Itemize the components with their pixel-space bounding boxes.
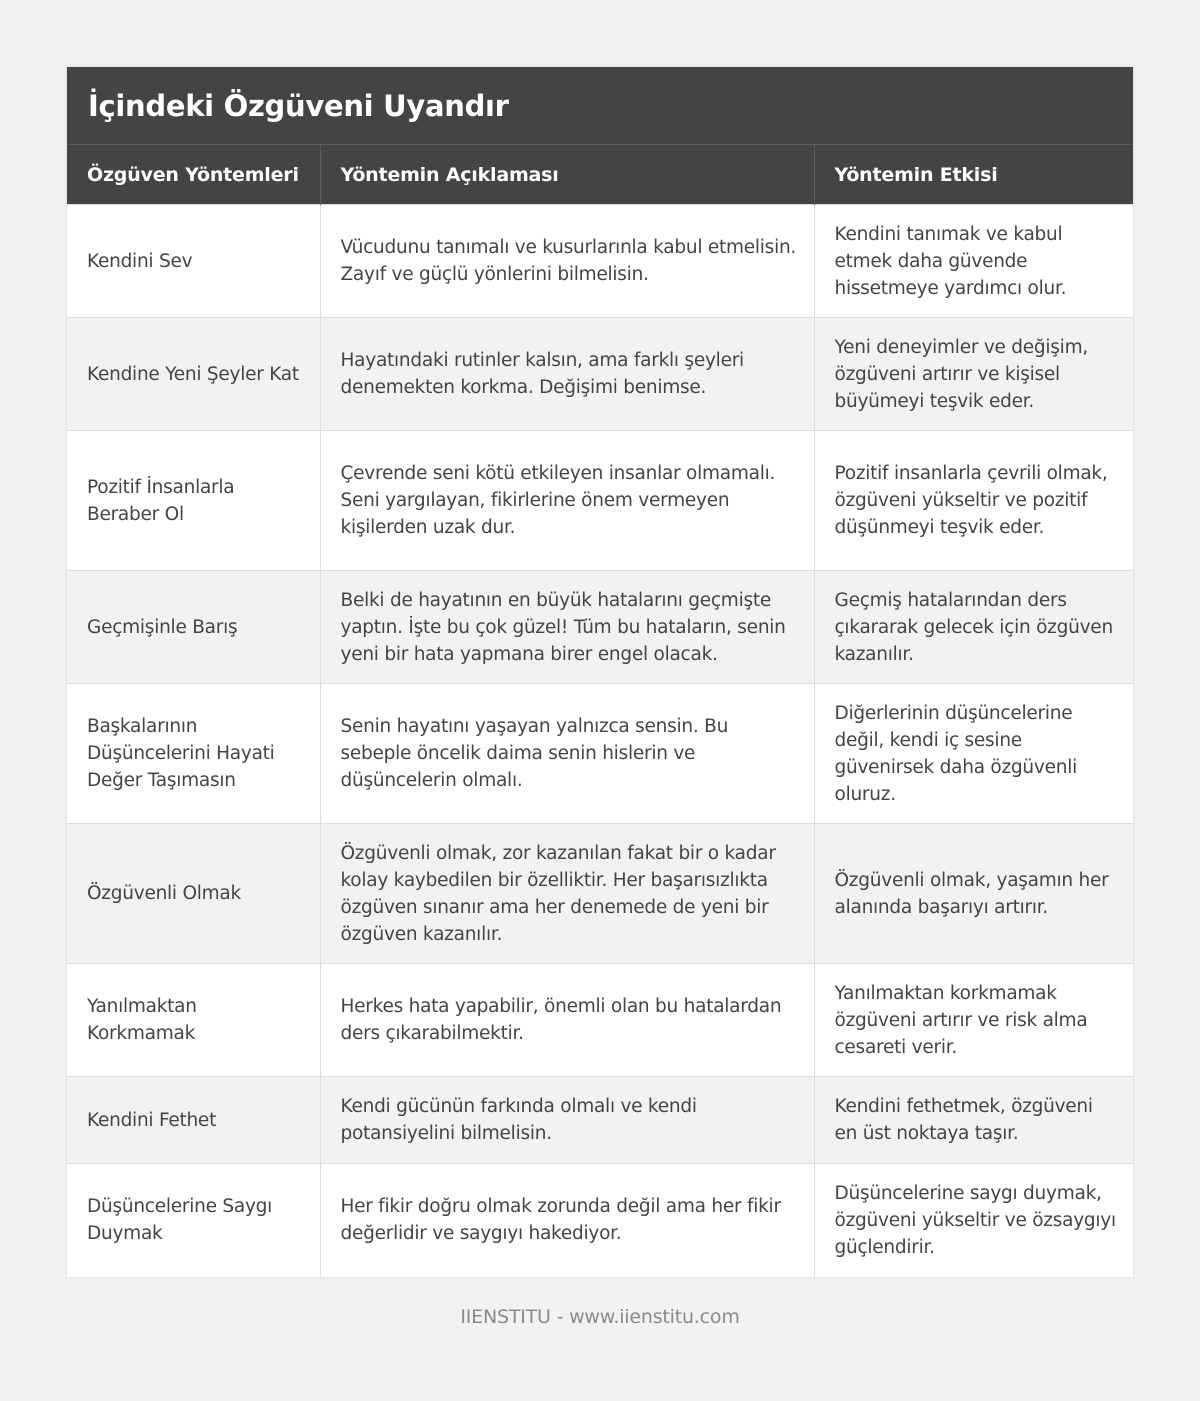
effect-cell: Yeni deneyimler ve değişim, özgüveni artırır ve kişisel büyümeyi teşvik eder. <box>814 318 1133 431</box>
table-row <box>67 964 1133 1077</box>
description-cell: Çevrende seni kötü etkileyen insanlar olmamalı. Seni yargılayan, fikirlerine önem vermeyen kişilerden uzak dur. <box>320 431 814 571</box>
table-row <box>67 824 1133 964</box>
description-cell: Vücudunu tanımalı ve kusurlarınla kabul etmelisin. Zayıf ve güçlü yönlerini bilmelisin. <box>320 205 814 318</box>
table-header-row <box>67 145 1133 205</box>
header-effect: Yöntemin Etkisi <box>814 145 1133 205</box>
description-cell: Herkes hata yapabilir, önemli olan bu hatalardan ders çıkarabilmektir. <box>320 964 814 1077</box>
table-row <box>67 1077 1133 1164</box>
table-title: İçindeki Özgüveni Uyandır <box>67 67 1133 144</box>
effect-cell: Yanılmaktan korkmamak özgüveni artırır ve risk alma cesareti verir. <box>814 964 1133 1077</box>
description-cell: Senin hayatını yaşayan yalnızca sensin. Bu sebeple öncelik daima senin hislerin ve düşüncelerin olmalı. <box>320 684 814 824</box>
footer-credit: IIENSTITU - www.iienstitu.com <box>460 1306 740 1328</box>
effect-cell: Düşüncelerine saygı duymak, özgüveni yükseltir ve özsaygıyı güçlendirir. <box>814 1164 1133 1277</box>
table-row <box>67 318 1133 431</box>
table-row <box>67 431 1133 571</box>
method-cell: Geçmişinle Barış <box>67 571 320 684</box>
effect-cell: Özgüvenli olmak, yaşamın her alanında başarıyı artırır. <box>814 824 1133 964</box>
effect-cell: Pozitif insanlarla çevrili olmak, özgüveni yükseltir ve pozitif düşünmeyi teşvik eder. <box>814 431 1133 571</box>
methods-table <box>67 144 1133 1277</box>
effect-cell: Diğerlerinin düşüncelerine değil, kendi iç sesine güvenirsek daha özgüvenli oluruz. <box>814 684 1133 824</box>
effect-cell: Kendini tanımak ve kabul etmek daha güvende hissetmeye yardımcı olur. <box>814 205 1133 318</box>
effect-cell: Geçmiş hatalarından ders çıkararak gelecek için özgüven kazanılır. <box>814 571 1133 684</box>
description-cell: Belki de hayatının en büyük hatalarını geçmişte yaptın. İşte bu çok güzel! Tüm bu hataların, senin yeni bir hata yapmana birer engel olacak. <box>320 571 814 684</box>
table-row <box>67 684 1133 824</box>
method-cell: Kendini Fethet <box>67 1077 320 1164</box>
description-cell: Her fikir doğru olmak zorunda değil ama her fikir değerlidir ve saygıyı hakediyor. <box>320 1164 814 1277</box>
effect-cell: Kendini fethetmek, özgüveni en üst noktaya taşır. <box>814 1077 1133 1164</box>
description-cell: Hayatındaki rutinler kalsın, ama farklı şeyleri denemekten korkma. Değişimi benimse. <box>320 318 814 431</box>
description-cell: Özgüvenli olmak, zor kazanılan fakat bir o kadar kolay kaybedilen bir özelliktir. Her başarısızlıkta özgüven sınanır ama her denemede de yeni bir özgüven kazanılır. <box>320 824 814 964</box>
method-cell: Kendini Sev <box>67 205 320 318</box>
method-cell: Pozitif İnsanlarla Beraber Ol <box>67 431 320 571</box>
method-cell: Başkalarının Düşüncelerini Hayati Değer Taşımasın <box>67 684 320 824</box>
content-card <box>67 67 1133 1277</box>
method-cell: Düşüncelerine Saygı Duymak <box>67 1164 320 1277</box>
header-methods: Özgüven Yöntemleri <box>67 145 320 205</box>
table-row <box>67 571 1133 684</box>
method-cell: Kendine Yeni Şeyler Kat <box>67 318 320 431</box>
description-cell: Kendi gücünün farkında olmalı ve kendi potansiyelini bilmelisin. <box>320 1077 814 1164</box>
table-row <box>67 205 1133 318</box>
header-description: Yöntemin Açıklaması <box>320 145 814 205</box>
method-cell: Özgüvenli Olmak <box>67 824 320 964</box>
table-row <box>67 1164 1133 1277</box>
method-cell: Yanılmaktan Korkmamak <box>67 964 320 1077</box>
